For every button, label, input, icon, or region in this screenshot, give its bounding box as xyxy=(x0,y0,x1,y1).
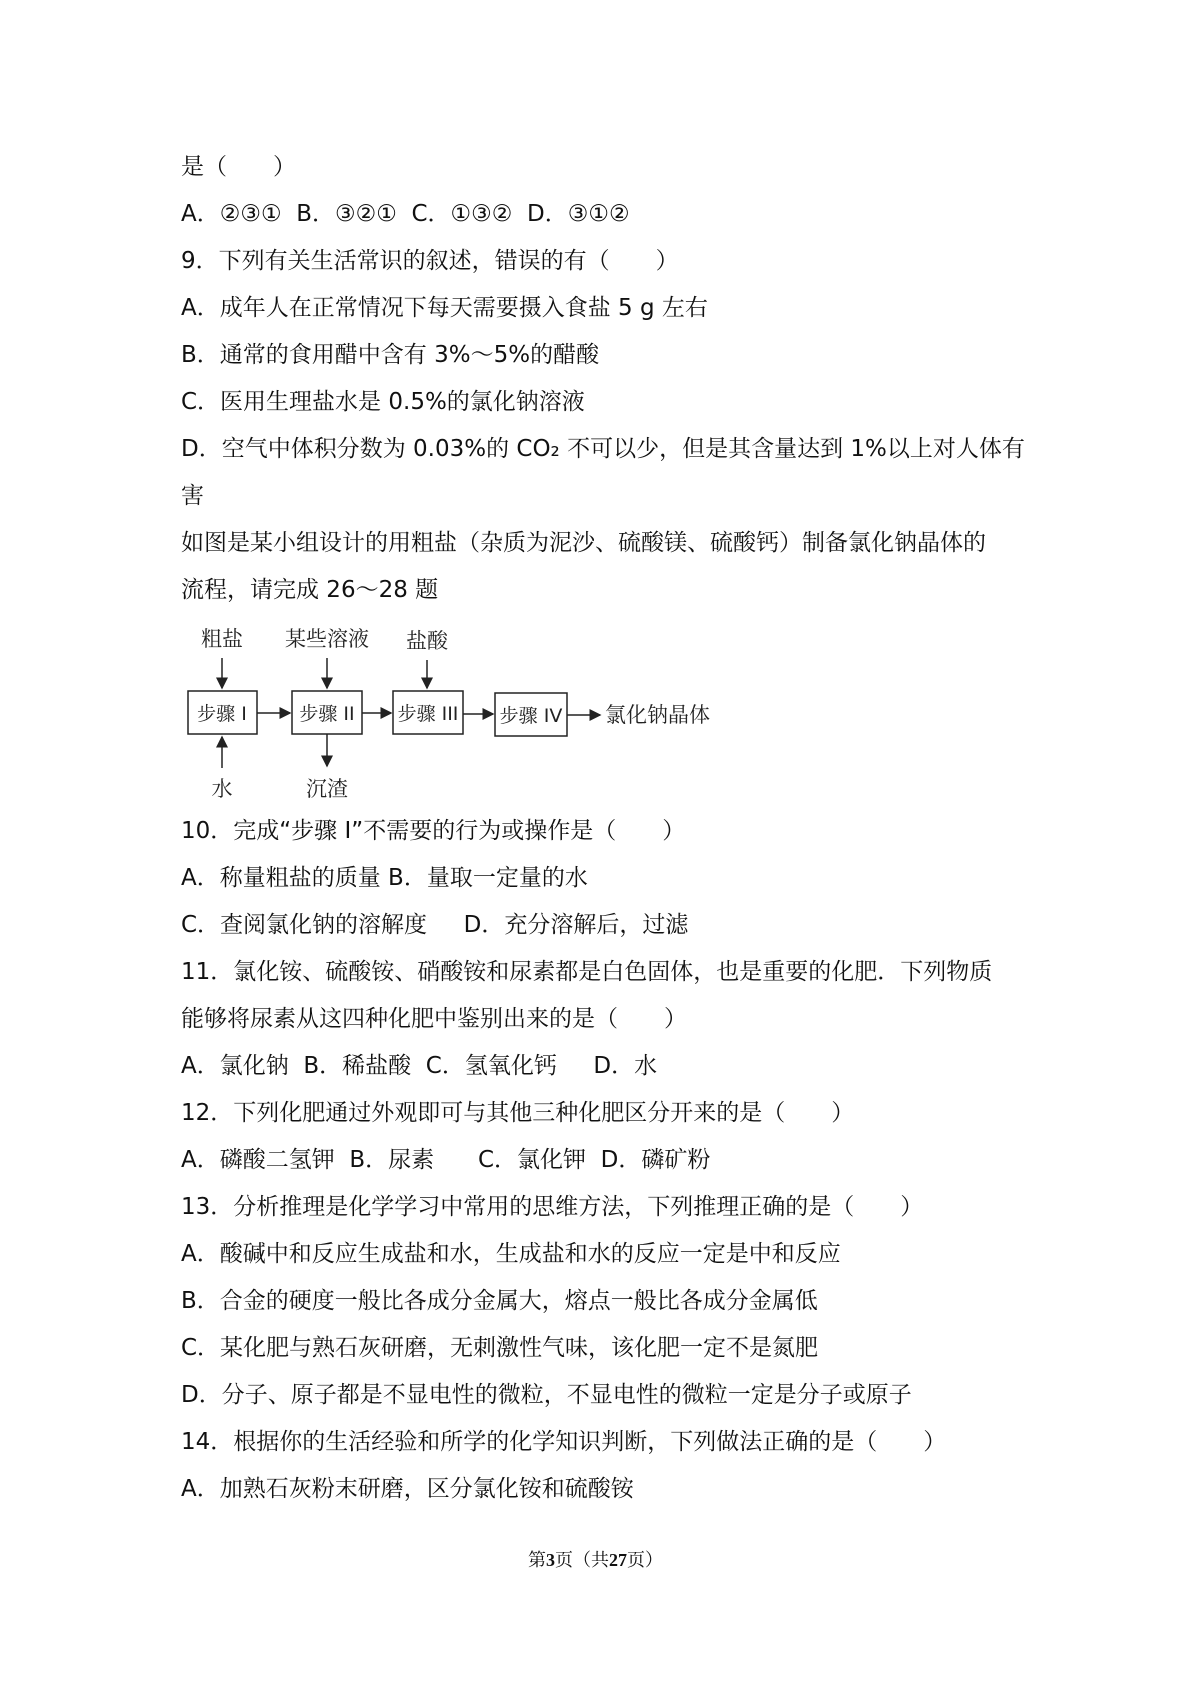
page-footer xyxy=(0,1546,1191,1572)
text-line: A．磷酸二氢钾 B．尿素 C．氯化钾 D．磷矿粉 xyxy=(181,1147,711,1173)
text-line: 14．根据你的生活经验和所学的化学知识判断，下列做法正确的是（ ） xyxy=(181,1429,947,1455)
text-line: D．空气中体积分数为 0.03%的 CO₂ 不可以少，但是其含量达到 1%以上对人体有 xyxy=(181,436,1025,462)
process-flow-diagram xyxy=(180,618,740,808)
text-line: 10．完成“步骤 I”不需要的行为或操作是（ ） xyxy=(181,818,686,844)
text-line: B．合金的硬度一般比各成分金属大，熔点一般比各成分金属低 xyxy=(181,1288,818,1314)
step-label-3: 步骤 III xyxy=(397,703,459,725)
footer-middle: 页（共 xyxy=(555,1550,609,1571)
text-line: A．氯化钠 B．稀盐酸 C．氢氧化钙 D．水 xyxy=(181,1053,658,1079)
text-line: 流程，请完成 26～28 题 xyxy=(181,577,439,603)
page-number: 3 xyxy=(546,1550,555,1570)
text-line: A．成年人在正常情况下每天需要摄入食盐 5 g 左右 xyxy=(181,295,708,321)
text-line: 能够将尿素从这四种化肥中鉴别出来的是（ ） xyxy=(181,1006,687,1032)
text-line: 害 xyxy=(181,483,204,509)
residue-label: 沉渣 xyxy=(306,777,348,801)
text-line: 9．下列有关生活常识的叙述，错误的有（ ） xyxy=(181,248,679,274)
text-line: 12．下列化肥通过外观即可与其他三种化肥区分开来的是（ ） xyxy=(181,1100,855,1126)
text-line: B．通常的食用醋中含有 3%～5%的醋酸 xyxy=(181,342,600,368)
text-line: A．加熟石灰粉末研磨，区分氯化铵和硫酸铵 xyxy=(181,1476,634,1502)
text-line: C．查阅氯化钠的溶解度 D．充分溶解后，过滤 xyxy=(181,912,689,938)
text-line: A．称量粗盐的质量 B．量取一定量的水 xyxy=(181,865,588,891)
text-line: D．分子、原子都是不显电性的微粒，不显电性的微粒一定是分子或原子 xyxy=(181,1382,912,1408)
step-label-4: 步骤 IV xyxy=(499,705,563,727)
footer-suffix: 页） xyxy=(627,1550,663,1571)
text-line: 13．分析推理是化学学习中常用的思维方法，下列推理正确的是（ ） xyxy=(181,1194,924,1220)
text-line: A．②③① B．③②① C．①③② D．③①② xyxy=(181,201,630,227)
text-line: 11．氯化铵、硫酸铵、硝酸铵和尿素都是白色固体，也是重要的化肥．下列物质 xyxy=(181,959,993,985)
input-label-crude-salt: 粗盐 xyxy=(201,627,243,651)
page-total: 27 xyxy=(609,1550,627,1570)
text-line: C．某化肥与熟石灰研磨，无刺激性气味，该化肥一定不是氮肥 xyxy=(181,1335,819,1361)
step-label-1: 步骤 I xyxy=(197,703,247,725)
input-label-solutions: 某些溶液 xyxy=(285,627,369,651)
product-label: 氯化钠晶体 xyxy=(605,703,710,727)
input-label-hcl: 盐酸 xyxy=(406,629,448,653)
text-line: A．酸碱中和反应生成盐和水，生成盐和水的反应一定是中和反应 xyxy=(181,1241,841,1267)
text-line: 是（ ） xyxy=(181,154,296,180)
footer-prefix: 第 xyxy=(528,1550,546,1571)
water-label: 水 xyxy=(211,777,233,801)
step-label-2: 步骤 II xyxy=(299,703,355,725)
text-line: 如图是某小组设计的用粗盐（杂质为泥沙、硫酸镁、硫酸钙）制备氯化钠晶体的 xyxy=(181,530,986,556)
text-line: C．医用生理盐水是 0.5%的氯化钠溶液 xyxy=(181,389,585,415)
